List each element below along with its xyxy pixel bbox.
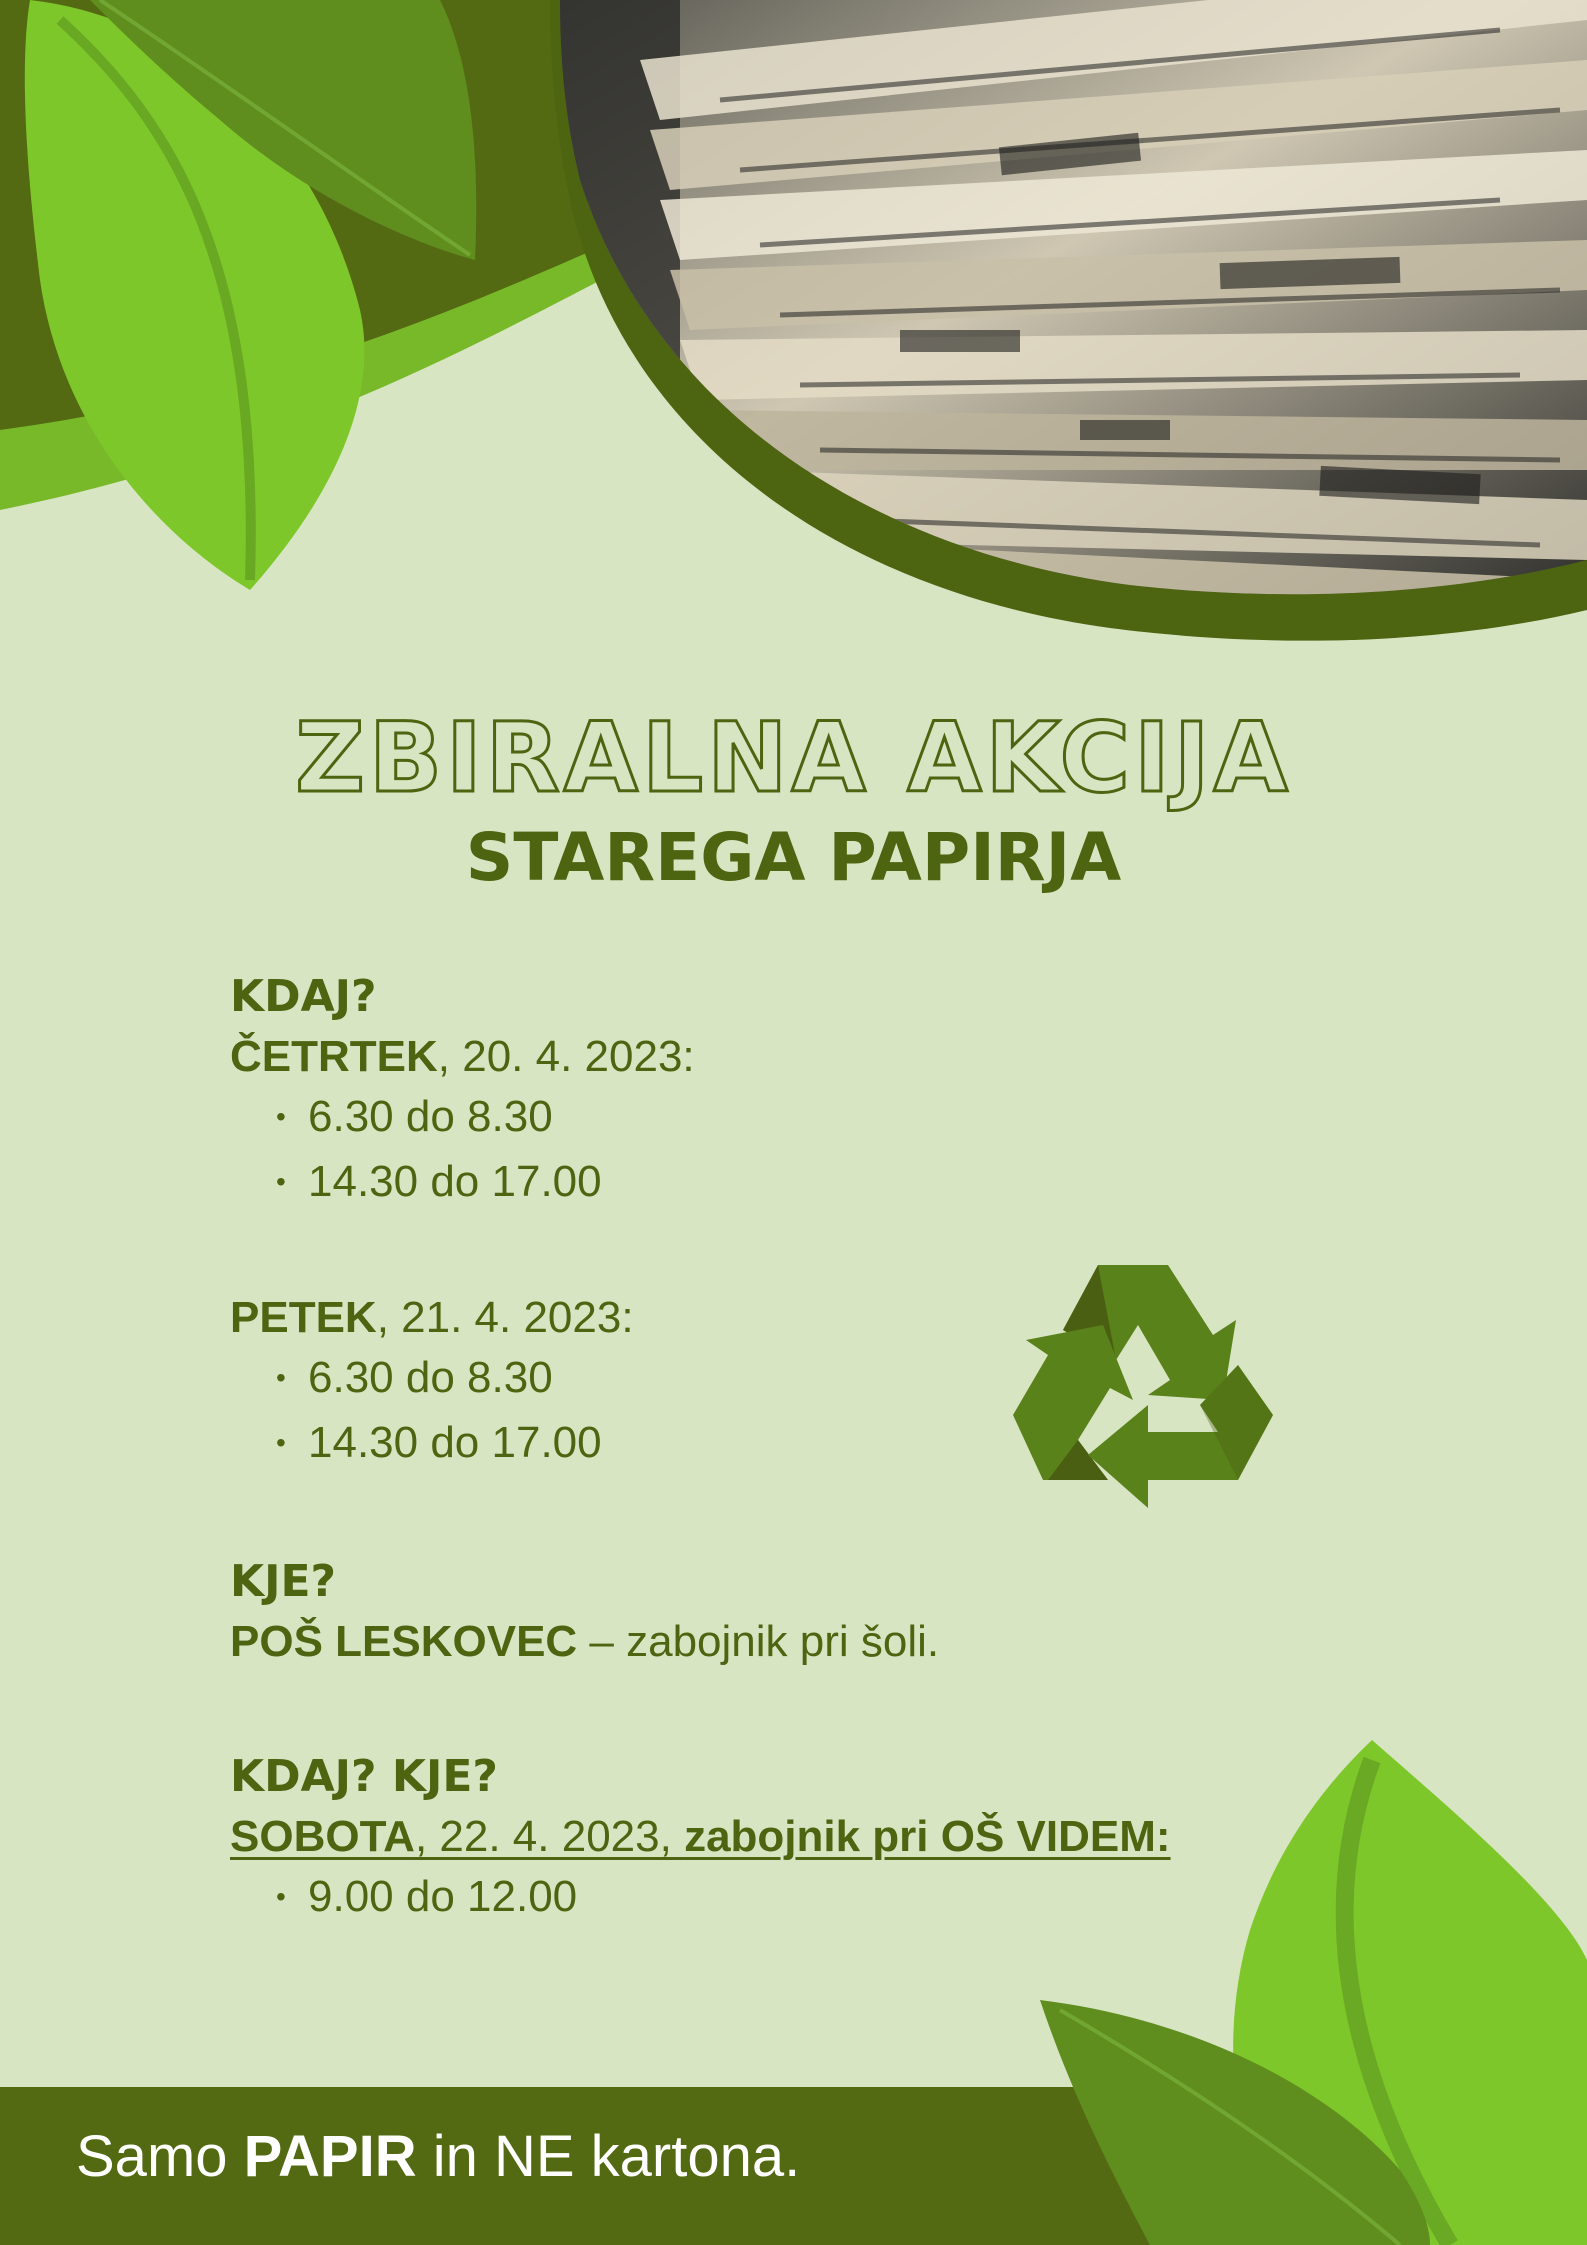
saturday-day: SOBOTA (230, 1812, 415, 1861)
where-heading: KJE? (230, 1556, 337, 1607)
saturday-times (230, 1864, 1171, 1929)
where-line (230, 1614, 939, 1669)
saturday-line (230, 1809, 1171, 1864)
time-item: • 6.30 do 8.30 (230, 1084, 695, 1149)
friday-date: , 21. 4. 2023: (376, 1293, 634, 1342)
saturday-date: , 22. 4. 2023, (414, 1812, 685, 1861)
thursday-day: ČETRTEK (230, 1032, 438, 1081)
saturday-section (230, 1751, 1171, 1929)
thursday-line (230, 1029, 695, 1084)
friday-times (230, 1345, 634, 1475)
newspaper-stack-photo (560, 0, 1587, 600)
time-item: • 14.30 do 17.00 (230, 1410, 634, 1475)
friday-day: PETEK (230, 1293, 377, 1342)
thursday-times (230, 1084, 695, 1214)
where-place: POŠ LESKOVEC (230, 1617, 578, 1666)
thursday-date: , 20. 4. 2023: (437, 1032, 695, 1081)
footer-suffix: in NE kartona. (416, 2124, 801, 2189)
time-item: • 9.00 do 12.00 (230, 1864, 1171, 1929)
friday-line (230, 1290, 634, 1345)
recycle-icon (1013, 1265, 1273, 1508)
when-section (230, 971, 695, 1214)
footer-bold: PAPIR (243, 2124, 417, 2189)
time-item: • 6.30 do 8.30 (230, 1345, 634, 1410)
when-heading: KDAJ? (230, 971, 377, 1022)
footer-text (76, 2124, 801, 2189)
saturday-place: zabojnik pri OŠ VIDEM: (684, 1812, 1171, 1861)
where-detail: – zabojnik pri šoli. (577, 1617, 940, 1666)
where-section (230, 1556, 940, 1669)
saturday-heading: KDAJ? KJE? (230, 1751, 498, 1802)
time-item: • 14.30 do 17.00 (230, 1149, 695, 1214)
friday-section (230, 1290, 634, 1475)
footer-prefix: Samo (76, 2124, 244, 2189)
title-line-2: STAREGA PAPIRJA (465, 819, 1122, 896)
title-line-1: ZBIRALNA AKCIJA (295, 702, 1292, 814)
